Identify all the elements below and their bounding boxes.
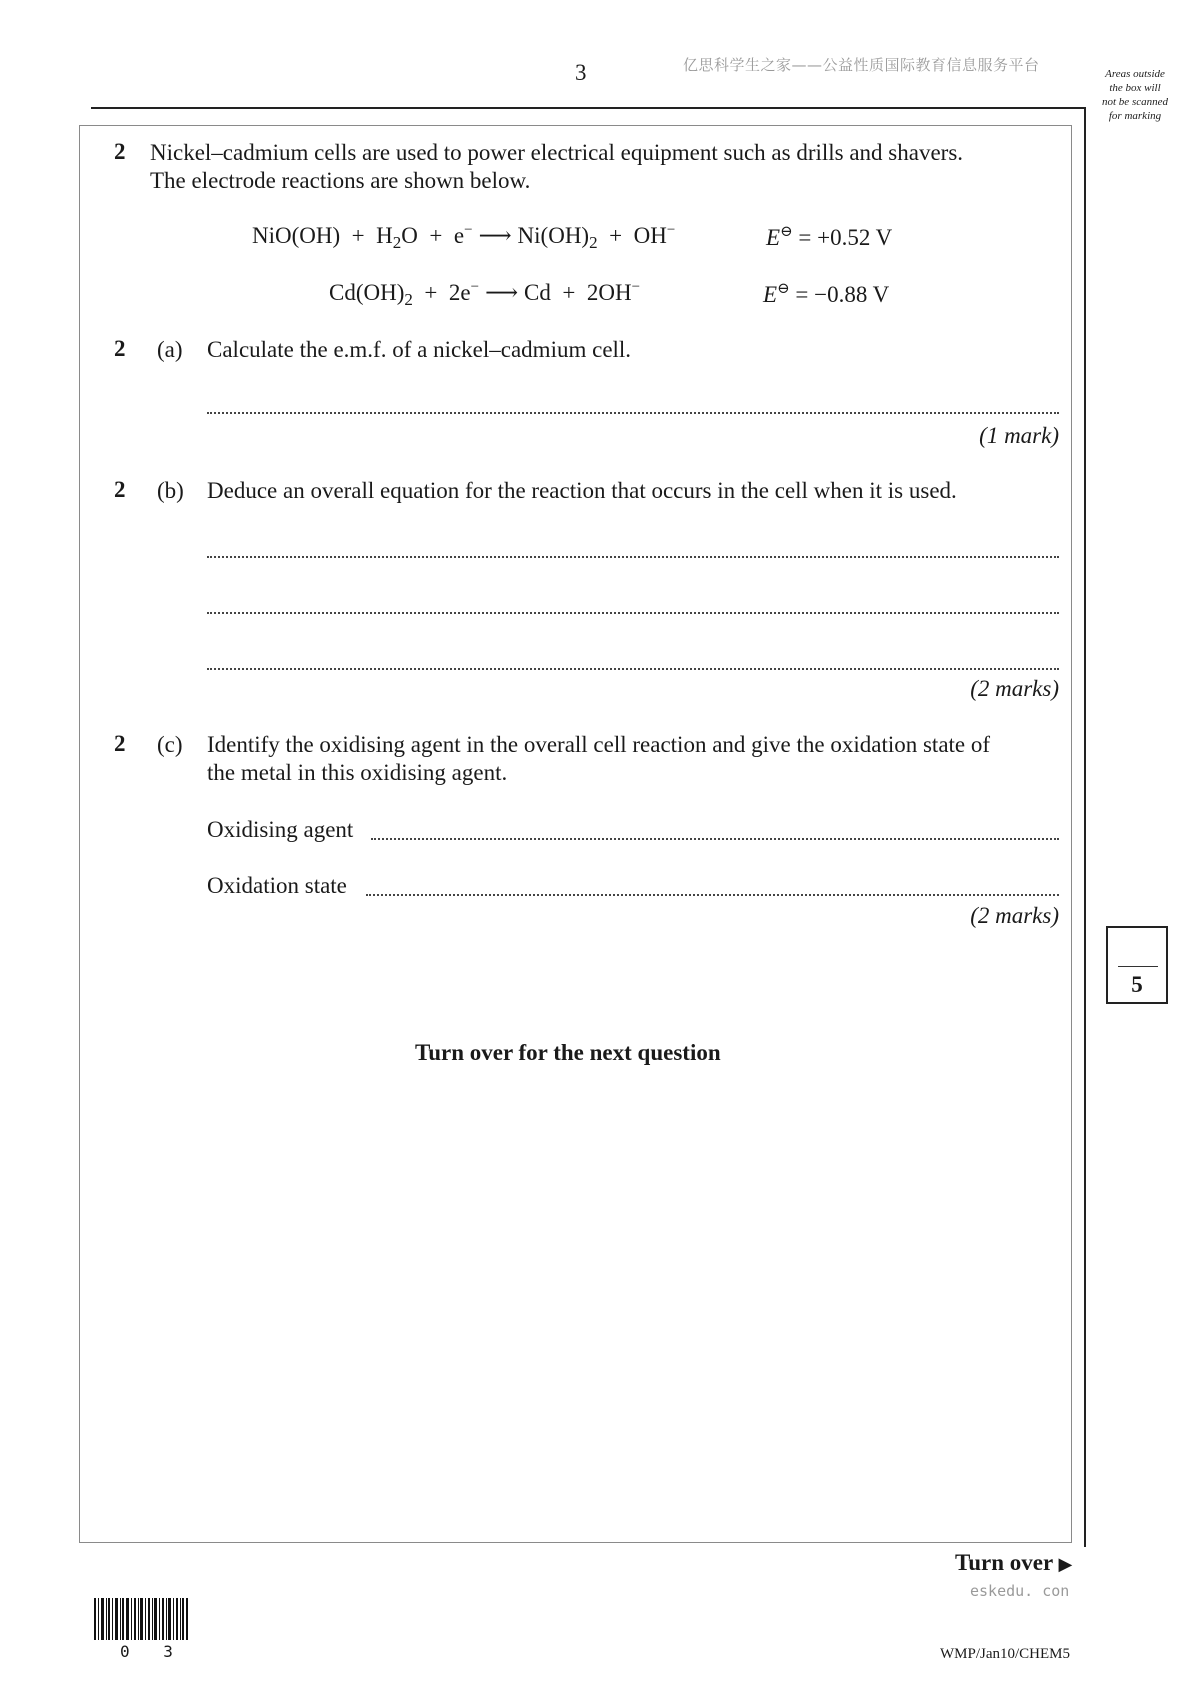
margin-note [1090, 67, 1180, 123]
question-number: 2 [114, 139, 126, 164]
watermark-text: 亿思科学生之家——公益性质国际教育信息服务平台 [683, 56, 1040, 74]
part-b-number: 2 [114, 477, 126, 502]
margin-rule [1084, 107, 1086, 1547]
site-watermark: eskedu. con [970, 1582, 1070, 1600]
question-intro-line-1: Nickel–cadmium cells are used to power electrical equipment such as drills and shavers. [150, 140, 964, 165]
answer-line[interactable] [207, 612, 1059, 614]
part-a-number: 2 [114, 336, 126, 361]
barcode-icon [94, 1598, 188, 1640]
margin-note-line: not be scanned [1102, 96, 1168, 108]
part-c-text-line-2: the metal in this oxidising agent. [207, 760, 508, 785]
electrode-equation-2: $Cd(OH)_2 + 2e^-$ ⟶ Cd + 2OH− [329, 279, 641, 309]
electrode-equation-1: $NiO(OH) + H_2O + e^-$ ⟶ $Ni(OH)_2 + OH^-$ [252, 222, 676, 252]
part-c-number: 2 [114, 731, 126, 756]
answer-line[interactable] [207, 668, 1059, 670]
part-b-letter: (b) [157, 478, 184, 503]
score-divider [1118, 966, 1158, 967]
margin-note-line: the box will [1109, 82, 1161, 94]
part-b-marks: (2 marks) [970, 676, 1059, 701]
reaction-arrow-icon: ⟶ [485, 280, 519, 305]
electrode-potential-2: E⊖ = −0.88 V [763, 281, 890, 307]
page-number: 3 [575, 60, 587, 85]
oxidation-state-label: Oxidation state [207, 873, 347, 898]
oxidation-state-field[interactable] [366, 894, 1059, 896]
oxidising-agent-label: Oxidising agent [207, 817, 354, 842]
standard-state-icon: ⊖ [777, 281, 790, 297]
paper-code: WMP/Jan10/CHEM5 [940, 1646, 1071, 1662]
oxidising-agent-field[interactable] [371, 838, 1059, 840]
reaction-arrow-icon: ⟶ [478, 223, 512, 248]
standard-state-icon: ⊖ [780, 224, 793, 240]
part-a-letter: (a) [157, 337, 183, 362]
margin-note-line: Areas outside [1105, 68, 1165, 80]
score-box [1106, 926, 1168, 1004]
top-rule [91, 107, 1085, 109]
question-intro-line-2: The electrode reactions are shown below. [150, 168, 531, 193]
electrode-potential-1: E⊖ = +0.52 V [766, 224, 893, 250]
turn-over [955, 1550, 1072, 1576]
part-b-text: Deduce an overall equation for the reaction that occurs in the cell when it is used. [207, 478, 957, 503]
answer-line[interactable] [207, 556, 1059, 558]
part-c-text-line-1: Identify the oxidising agent in the overall cell reaction and give the oxidation state of [207, 732, 991, 757]
part-c-marks: (2 marks) [970, 903, 1059, 928]
turn-over-label: Turn over [955, 1550, 1053, 1575]
part-a-marks: (1 mark) [979, 423, 1059, 448]
answer-line[interactable] [207, 412, 1059, 414]
score-total: 5 [1131, 972, 1143, 997]
margin-note-line: for marking [1108, 110, 1162, 122]
turn-over-next-question: Turn over for the next question [415, 1040, 721, 1065]
part-a-text: Calculate the e.m.f. of a nickel–cadmium cell. [207, 337, 632, 362]
arrow-right-icon: ▶ [1058, 1554, 1073, 1574]
barcode-number: 0 3 [120, 1642, 185, 1661]
part-c-letter: (c) [157, 732, 183, 757]
